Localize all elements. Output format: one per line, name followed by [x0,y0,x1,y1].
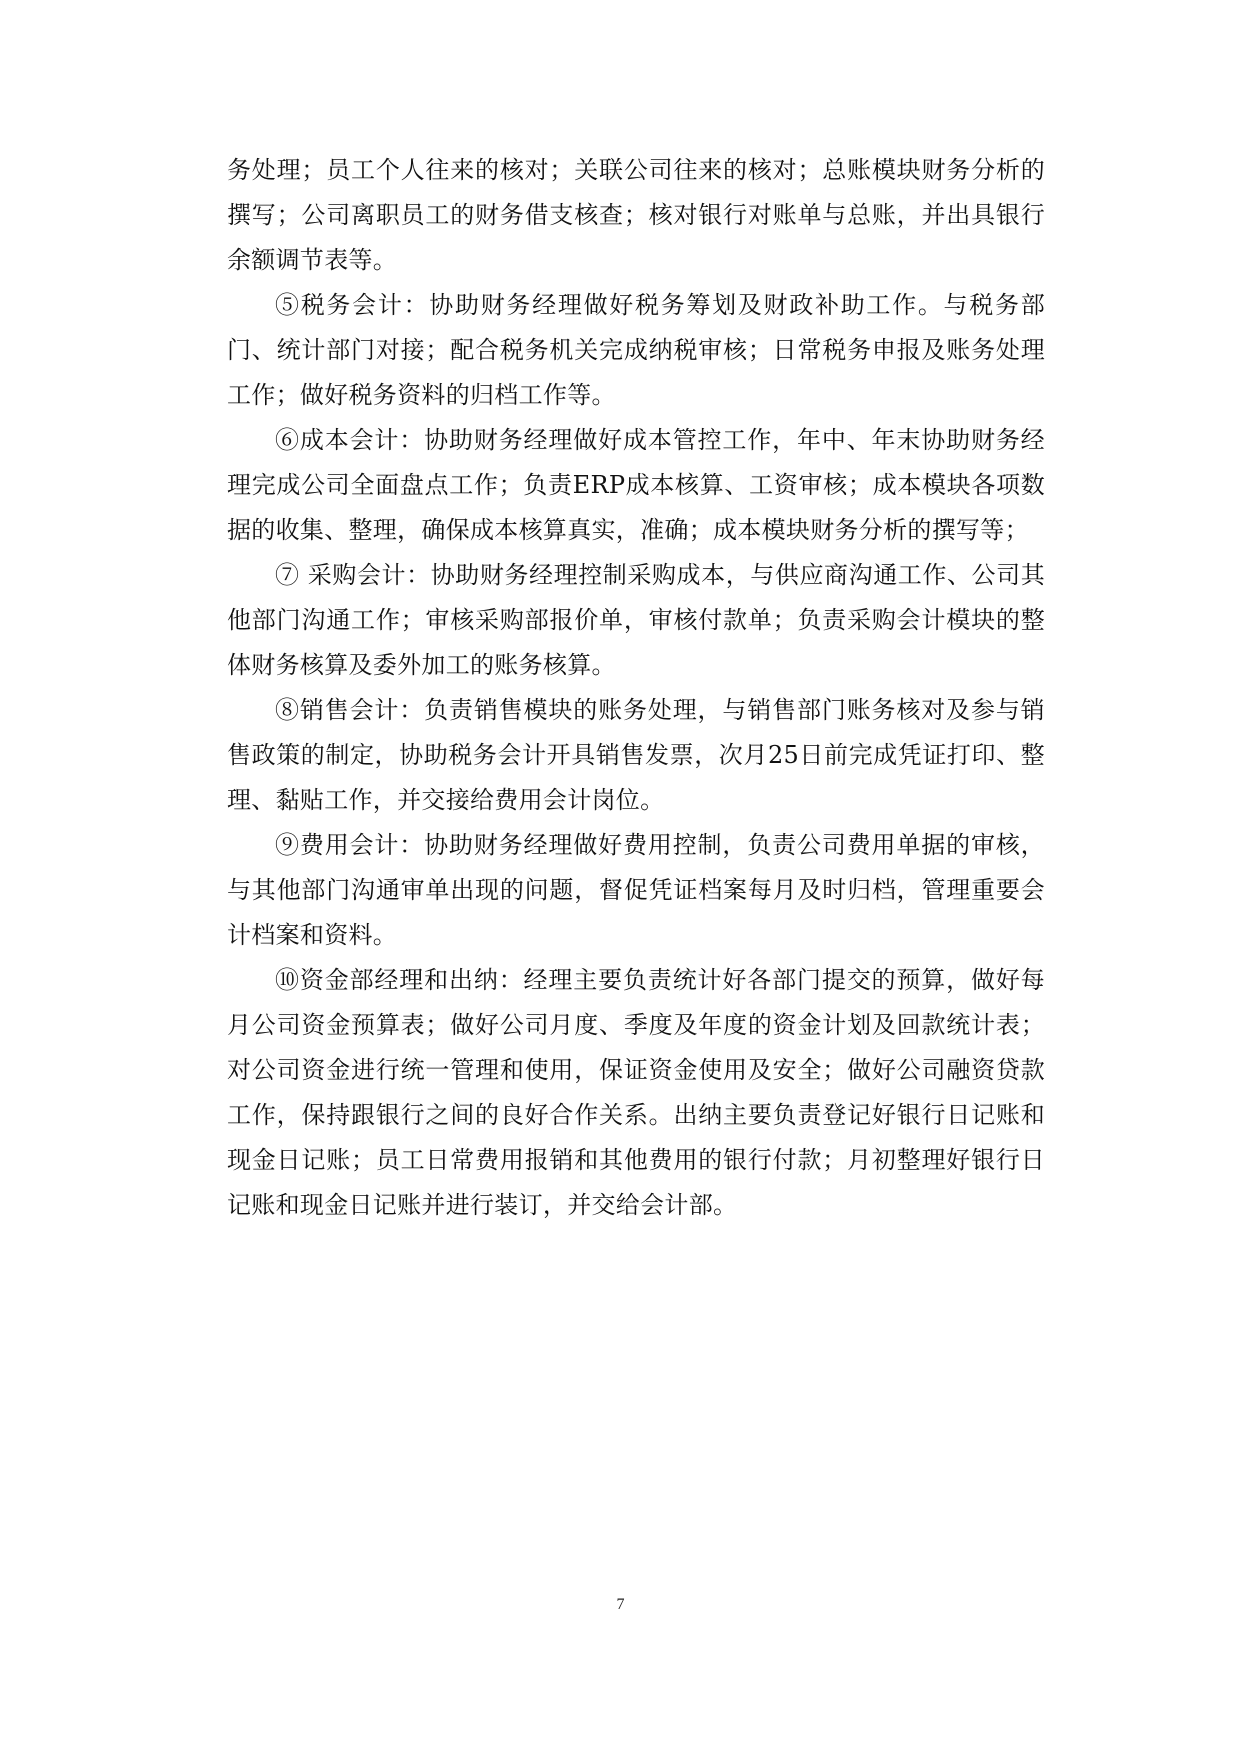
document-body [227,148,1045,1228]
paragraph-sales-accountant: ⑧销售会计：负责销售模块的账务处理，与销售部门账务核对及参与销售政策的制定，协助税务会计开具销售发票，次月25日前完成凭证打印、整理、黏贴工作，并交接给费用会计岗位。 [227,696,1045,814]
paragraph-treasury-cashier: ⑩资金部经理和出纳：经理主要负责统计好各部门提交的预算，做好每月公司资金预算表；做好公司月度、季度及年度的资金计划及回款统计表；对公司资金进行统一管理和使用，保证资金使用及安全；做好公司融资贷款工作，保持跟银行之间的良好合作关系。出纳主要负责登记好银行日记账和现金日记账；员工日常费用报销和其他费用的银行付款；月初整理好银行日记账和现金日记账并进行装订，并交给会计部。 [227,966,1045,1219]
paragraph-tax-accountant: ⑤税务会计：协助财务经理做好税务筹划及财政补助工作。与税务部门、统计部门对接；配合税务机关完成纳税审核；日常税务申报及账务处理工作；做好税务资料的归档工作等。 [227,291,1045,409]
paragraph-continued: 务处理；员工个人往来的核对；关联公司往来的核对；总账模块财务分析的撰写；公司离职员工的财务借支核查；核对银行对账单与总账，并出具银行余额调节表等。 [227,156,1045,274]
page-number: 7 [616,1596,625,1613]
paragraph-purchase-accountant: ⑦ 采购会计：协助财务经理控制采购成本，与供应商沟通工作、公司其他部门沟通工作；审核采购部报价单，审核付款单；负责采购会计模块的整体财务核算及委外加工的账务核算。 [227,561,1045,679]
paragraph-cost-accountant: ⑥成本会计：协助财务经理做好成本管控工作，年中、年末协助财务经理完成公司全面盘点工作；负责ERP成本核算、工资审核；成本模块各项数据的收集、整理，确保成本核算真实，准确；成本模块财务分析的撰写等； [227,426,1045,544]
paragraph-expense-accountant: ⑨费用会计：协助财务经理做好费用控制，负责公司费用单据的审核，与其他部门沟通审单出现的问题，督促凭证档案每月及时归档，管理重要会计档案和资料。 [227,831,1045,949]
